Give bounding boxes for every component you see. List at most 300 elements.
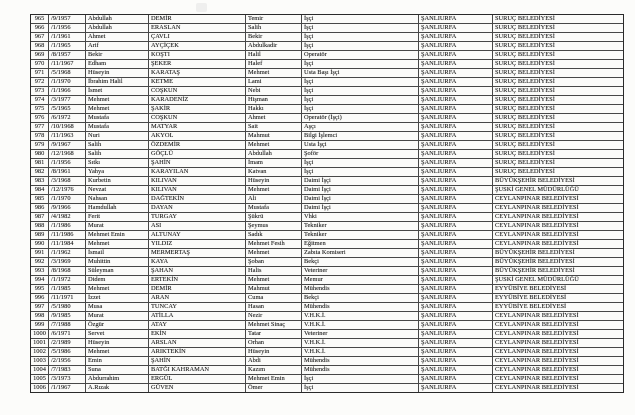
cell-organization: BÜYÜKŞEHİR BELEDİYESİ [495, 267, 575, 274]
cell-father-name: Nezir [246, 312, 302, 320]
cell-title: İşçi [302, 42, 419, 50]
cell-no: 1000 [31, 330, 49, 338]
cell-surname: ÖZDEMİR [149, 141, 246, 149]
cell-father-name: Hüseyin [246, 177, 302, 185]
cell-no: 977 [31, 123, 49, 131]
cell-no: 966 [31, 24, 49, 32]
cell-province: ŞANLIURFA [419, 231, 493, 239]
cell-title: V.H.K.İ. [302, 348, 419, 356]
cell-surname: KILIVAN [149, 177, 246, 185]
cell-first-name: Arif [86, 42, 149, 50]
cell-surname: TURGAY [149, 213, 246, 221]
cell-organization: BÜYÜKŞEHİR BELEDİYESİ [495, 177, 575, 184]
cell-father-name: Mahmut [246, 285, 302, 293]
cell-province: ŞANLIURFA [419, 330, 493, 338]
cell-first-name: Mehmet [86, 240, 149, 248]
cell-title: İşçi [302, 33, 419, 41]
cell-province: ŞANLIURFA [419, 294, 493, 302]
cell-province: ŞANLIURFA [419, 78, 493, 86]
cell-birth-date: /1/1962 [49, 249, 86, 257]
cell-organization: SURUÇ BELEDİYESİ [495, 87, 555, 94]
cell-surname: KETME [149, 78, 246, 86]
cell-no: 987 [31, 213, 49, 221]
cell-father-name: Katvan [246, 168, 302, 176]
cell-province: ŞANLIURFA [419, 132, 493, 140]
cell-surname: ŞAKİR [149, 105, 246, 113]
cell-no: 999 [31, 321, 49, 329]
cell-organization: CEYLANPINAR BELEDİYESİ [495, 222, 579, 229]
cell-birth-date: /12/1968 [49, 150, 86, 158]
cell-father-name: Ömer [246, 384, 302, 392]
cell-province: ŞANLIURFA [419, 33, 493, 41]
cell-province: ŞANLIURFA [419, 141, 493, 149]
cell-no: 972 [31, 78, 49, 86]
cell-father-name: Hişman [246, 96, 302, 104]
cell-first-name: Muhittin [86, 258, 149, 266]
cell-first-name: Mehmet Emin [86, 231, 149, 239]
cell-surname: GÖÇLÜ [149, 150, 246, 158]
cell-first-name: Nuri [86, 132, 149, 140]
cell-province: ŞANLIURFA [419, 384, 493, 392]
cell-organization: BÜYÜKŞEHİR BELEDİYESİ [495, 249, 575, 256]
cell-first-name: Abdullah [86, 15, 149, 23]
cell-father-name: Mahmut [246, 132, 302, 140]
cell-surname: ALTUNAY [149, 231, 246, 239]
cell-province: ŞANLIURFA [419, 150, 493, 158]
cell-first-name: Murat [86, 222, 149, 230]
cell-organization: SURUÇ BELEDİYESİ [495, 123, 555, 130]
cell-birth-date: /10/1968 [49, 123, 86, 131]
cell-first-name: Hamdullah [86, 204, 149, 212]
cell-no: 994 [31, 276, 49, 284]
cell-organization: SURUÇ BELEDİYESİ [495, 105, 555, 112]
cell-organization: SURUÇ BELEDİYESİ [495, 168, 555, 175]
cell-first-name: Süleyman [86, 267, 149, 275]
cell-no: 975 [31, 105, 49, 113]
table-row [31, 150, 623, 159]
cell-first-name: İsmet [86, 87, 149, 95]
cell-no: 992 [31, 258, 49, 266]
cell-birth-date: /8/1957 [49, 51, 86, 59]
cell-father-name: Halis [246, 267, 302, 275]
cell-province: ŞANLIURFA [419, 240, 493, 248]
cell-province: ŞANLIURFA [419, 24, 493, 32]
cell-no: 988 [31, 222, 49, 230]
cell-surname: EKİN [149, 330, 246, 338]
cell-organization: CEYLANPINAR BELEDİYESİ [495, 375, 579, 382]
cell-organization: SURUÇ BELEDİYESİ [495, 114, 555, 121]
cell-organization: CEYLANPINAR BELEDİYESİ [495, 195, 579, 202]
cell-surname: ERASLAN [149, 24, 246, 32]
cell-no: 974 [31, 96, 49, 104]
cell-no: 998 [31, 312, 49, 320]
cell-birth-date: /1/1972 [49, 276, 86, 284]
cell-birth-date: /6/1972 [49, 114, 86, 122]
cell-title: Daimi İşçi [302, 204, 419, 212]
cell-father-name: Mehmet [246, 249, 302, 257]
cell-title: Operatör [302, 51, 419, 59]
cell-no: 997 [31, 303, 49, 311]
cell-father-name: Hasan [246, 303, 302, 311]
cell-birth-date: /5/1986 [49, 348, 86, 356]
cell-birth-date: /11/1984 [49, 240, 86, 248]
cell-title: Tekniker [302, 231, 419, 239]
cell-surname: KARAYILAN [149, 168, 246, 176]
cell-no: 984 [31, 186, 49, 194]
cell-no: 989 [31, 231, 49, 239]
cell-birth-date: /5/1965 [49, 105, 86, 113]
table-row [31, 312, 623, 321]
cell-province: ŞANLIURFA [419, 168, 493, 176]
cell-title: İşçi [302, 15, 419, 23]
cell-organization: SURUÇ BELEDİYESİ [495, 51, 555, 58]
table-row [31, 60, 623, 69]
cell-birth-date: /2/1989 [49, 339, 86, 347]
table-row [31, 51, 623, 60]
cell-first-name: Mehmet [86, 105, 149, 113]
cell-title: Bekçi [302, 258, 419, 266]
cell-surname: AYÇİÇEK [149, 42, 246, 50]
cell-province: ŞANLIURFA [419, 267, 493, 275]
table-row [31, 330, 623, 339]
cell-province: ŞANLIURFA [419, 87, 493, 95]
table-row [31, 384, 623, 392]
cell-no: 978 [31, 132, 49, 140]
cell-title: Mühendis [302, 303, 419, 311]
table-row [31, 114, 623, 123]
cell-title: İşçi [302, 78, 419, 86]
cell-title: Aşçı [302, 123, 419, 131]
cell-no: 1005 [31, 375, 49, 383]
cell-father-name: Halil [246, 51, 302, 59]
cell-title: Usta İşçi [302, 141, 419, 149]
cell-father-name: Ahmet [246, 114, 302, 122]
cell-first-name: İsmail [86, 249, 149, 257]
cell-no: 965 [31, 15, 49, 23]
table-row [31, 42, 623, 51]
cell-surname: KARADENİZ [149, 96, 246, 104]
cell-title: Bilgi İşlemci [302, 132, 419, 140]
table-row [31, 96, 623, 105]
cell-first-name: Yahya [86, 168, 149, 176]
cell-father-name: Tatar [246, 330, 302, 338]
cell-province: ŞANLIURFA [419, 177, 493, 185]
cell-father-name: Bekir [246, 33, 302, 41]
cell-first-name: Özgür [86, 321, 149, 329]
cell-surname: ERGÜL [149, 375, 246, 383]
cell-first-name: Mehmet [86, 348, 149, 356]
cell-surname: ARAN [149, 294, 246, 302]
cell-first-name: Sıtkı [86, 159, 149, 167]
cell-no: 983 [31, 177, 49, 185]
cell-birth-date: /7/1983 [49, 366, 86, 374]
cell-province: ŞANLIURFA [419, 105, 493, 113]
cell-title: Zabıta Komiseri [302, 249, 419, 257]
cell-title: Şoför [302, 150, 419, 158]
scan-smudge-artifact [196, 3, 207, 12]
cell-organization: SURUÇ BELEDİYESİ [495, 15, 555, 22]
table-row [31, 87, 623, 96]
cell-organization: SURUÇ BELEDİYESİ [495, 150, 555, 157]
cell-father-name: Mehmet Sinaç [246, 321, 302, 329]
cell-first-name: Mehmet [86, 285, 149, 293]
cell-organization: ŞUSKİ GENEL MÜDÜRLÜĞÜ [495, 186, 579, 193]
cell-birth-date: /5/1980 [49, 303, 86, 311]
cell-title: Bekçi [302, 294, 419, 302]
cell-organization: EYYÜBİYE BELEDİYESİ [495, 294, 567, 301]
cell-organization: SURUÇ BELEDİYESİ [495, 24, 555, 31]
cell-father-name: Abdi [246, 357, 302, 365]
cell-first-name: Emin [86, 357, 149, 365]
cell-title: İşçi [302, 87, 419, 95]
cell-surname: AKYOL [149, 132, 246, 140]
cell-organization: SURUÇ BELEDİYESİ [495, 141, 555, 148]
table-row [31, 105, 623, 114]
cell-organization: BÜYÜKŞEHİR BELEDİYESİ [495, 258, 575, 265]
cell-organization: ŞUSKİ GENEL MÜDÜRLÜĞÜ [495, 276, 579, 283]
cell-birth-date: /1/1956 [49, 159, 86, 167]
cell-first-name: Bekir [86, 51, 149, 59]
cell-father-name: Temir [246, 15, 302, 23]
cell-title: Vhki [302, 213, 419, 221]
cell-father-name: Sadık [246, 231, 302, 239]
cell-birth-date: /1/1986 [49, 222, 86, 230]
cell-first-name: Mustafa [86, 123, 149, 131]
cell-title: Mühendis [302, 366, 419, 374]
cell-province: ŞANLIURFA [419, 96, 493, 104]
cell-no: 1001 [31, 339, 49, 347]
table-row [31, 321, 623, 330]
cell-surname: YILDIZ [149, 240, 246, 248]
cell-first-name: İzzet [86, 294, 149, 302]
cell-first-name: Servet [86, 330, 149, 338]
cell-organization: EYYÜBİYE BELEDİYESİ [495, 303, 567, 310]
table-row [31, 294, 623, 303]
cell-father-name: Şeymus [246, 222, 302, 230]
cell-organization: CEYLANPINAR BELEDİYESİ [495, 213, 579, 220]
cell-province: ŞANLIURFA [419, 366, 493, 374]
cell-birth-date: /1/1970 [49, 78, 86, 86]
cell-no: 993 [31, 267, 49, 275]
cell-surname: ASI [149, 222, 246, 230]
table-row [31, 132, 623, 141]
cell-birth-date: /11/1971 [49, 294, 86, 302]
cell-title: İşçi [302, 60, 419, 68]
cell-title: Memur [302, 276, 419, 284]
cell-province: ŞANLIURFA [419, 69, 493, 77]
cell-birth-date: /3/1977 [49, 96, 86, 104]
cell-title: Mühendis [302, 285, 419, 293]
cell-father-name: Ali [246, 195, 302, 203]
cell-province: ŞANLIURFA [419, 249, 493, 257]
cell-father-name: Mehmet [246, 276, 302, 284]
cell-first-name: Didem [86, 276, 149, 284]
table-row [31, 240, 623, 249]
table-row [31, 375, 623, 384]
cell-first-name: Salih [86, 150, 149, 158]
cell-province: ŞANLIURFA [419, 258, 493, 266]
cell-surname: ARSLAN [149, 339, 246, 347]
cell-no: 1003 [31, 357, 49, 365]
cell-title: İşçi [302, 105, 419, 113]
cell-father-name: Halef [246, 60, 302, 68]
cell-title: V.H.K.İ. [302, 312, 419, 320]
cell-no: 968 [31, 42, 49, 50]
cell-surname: KAYA [149, 258, 246, 266]
cell-organization: CEYLANPINAR BELEDİYESİ [495, 321, 579, 328]
table-row [31, 24, 623, 33]
cell-surname: MATYAR [149, 123, 246, 131]
cell-title: İşçi [302, 24, 419, 32]
cell-first-name: A.Rızak [86, 384, 149, 392]
cell-title: Tekniker [302, 222, 419, 230]
cell-father-name: Salih [246, 24, 302, 32]
cell-surname: ATİLLA [149, 312, 246, 320]
cell-no: 996 [31, 294, 49, 302]
cell-birth-date: /7/1988 [49, 321, 86, 329]
cell-father-name: Orhan [246, 339, 302, 347]
cell-birth-date: /1/1956 [49, 24, 86, 32]
cell-birth-date: /2/1956 [49, 357, 86, 365]
table-row [31, 258, 623, 267]
cell-no: 971 [31, 69, 49, 77]
cell-birth-date: /1/1967 [49, 384, 86, 392]
cell-province: ŞANLIURFA [419, 51, 493, 59]
cell-father-name: Kazım [246, 366, 302, 374]
cell-first-name: Abdurrahim [86, 375, 149, 383]
cell-no: 1002 [31, 348, 49, 356]
cell-birth-date: /9/1966 [49, 204, 86, 212]
cell-first-name: Hüseyin [86, 69, 149, 77]
cell-title: Veteriner [302, 267, 419, 275]
cell-no: 1004 [31, 366, 49, 374]
cell-province: ŞANLIURFA [419, 348, 493, 356]
cell-birth-date: /9/1985 [49, 312, 86, 320]
cell-first-name: Mustafa [86, 114, 149, 122]
cell-birth-date: /8/1961 [49, 168, 86, 176]
personnel-table [30, 14, 624, 393]
cell-organization: SURUÇ BELEDİYESİ [495, 33, 555, 40]
cell-province: ŞANLIURFA [419, 339, 493, 347]
cell-organization: CEYLANPINAR BELEDİYESİ [495, 366, 579, 373]
cell-surname: ŞAHİN [149, 159, 246, 167]
cell-title: İşçi [302, 168, 419, 176]
cell-organization: SURUÇ BELEDİYESİ [495, 96, 555, 103]
cell-first-name: Abdullah [86, 24, 149, 32]
cell-no: 973 [31, 87, 49, 95]
cell-organization: CEYLANPINAR BELEDİYESİ [495, 240, 579, 247]
cell-title: İşçi [302, 384, 419, 392]
cell-father-name: Mehmet [246, 186, 302, 194]
cell-surname: DEMİR [149, 285, 246, 293]
cell-province: ŞANLIURFA [419, 204, 493, 212]
cell-province: ŞANLIURFA [419, 303, 493, 311]
cell-no: 979 [31, 141, 49, 149]
cell-father-name: Mehmet Emin [246, 375, 302, 383]
cell-father-name: Mustafa [246, 204, 302, 212]
cell-province: ŞANLIURFA [419, 159, 493, 167]
table-row [31, 168, 623, 177]
cell-father-name: Cuma [246, 294, 302, 302]
cell-province: ŞANLIURFA [419, 222, 493, 230]
cell-province: ŞANLIURFA [419, 285, 493, 293]
cell-birth-date: /3/1969 [49, 258, 86, 266]
cell-father-name: Şükrü [246, 213, 302, 221]
cell-first-name: İbrahim Halil [86, 78, 149, 86]
cell-province: ŞANLIURFA [419, 276, 493, 284]
cell-father-name: Nebi [246, 87, 302, 95]
cell-organization: SURUÇ BELEDİYESİ [495, 159, 555, 166]
cell-first-name: Kurbetin [86, 177, 149, 185]
cell-organization: SURUÇ BELEDİYESİ [495, 132, 555, 139]
cell-organization: CEYLANPINAR BELEDİYESİ [495, 384, 579, 391]
cell-no: 970 [31, 60, 49, 68]
cell-birth-date: /5/1968 [49, 69, 86, 77]
table-row [31, 204, 623, 213]
table-row [31, 195, 623, 204]
cell-birth-date: /1/1966 [49, 87, 86, 95]
cell-province: ŞANLIURFA [419, 357, 493, 365]
cell-title: Veteriner [302, 330, 419, 338]
cell-first-name: Musa [86, 303, 149, 311]
cell-title: İşçi [302, 375, 419, 383]
cell-surname: GÜVEN [149, 384, 246, 392]
cell-first-name: Mehmet [86, 96, 149, 104]
table-row [31, 186, 623, 195]
cell-organization: CEYLANPINAR BELEDİYESİ [495, 231, 579, 238]
cell-no: 986 [31, 204, 49, 212]
cell-organization: CEYLANPINAR BELEDİYESİ [495, 204, 579, 211]
cell-no: 969 [31, 51, 49, 59]
cell-father-name: Lami [246, 78, 302, 86]
cell-surname: MERMERTAŞ [149, 249, 246, 257]
table-row [31, 231, 623, 240]
cell-no: 981 [31, 159, 49, 167]
table-row [31, 123, 623, 132]
cell-birth-date: /3/1968 [49, 177, 86, 185]
cell-province: ŞANLIURFA [419, 60, 493, 68]
cell-surname: DAĞTEKİN [149, 195, 246, 203]
cell-father-name: Mehmet [246, 69, 302, 77]
cell-father-name: Sait [246, 123, 302, 131]
table-row [31, 339, 623, 348]
cell-no: 985 [31, 195, 49, 203]
cell-organization: SURUÇ BELEDİYESİ [495, 42, 555, 49]
cell-surname: ÇAVLI [149, 33, 246, 41]
cell-birth-date: /1/1965 [49, 42, 86, 50]
cell-organization: SURUÇ BELEDİYESİ [495, 60, 555, 67]
cell-province: ŞANLIURFA [419, 15, 493, 23]
table-row [31, 366, 623, 375]
cell-father-name: Abdullah [246, 150, 302, 158]
cell-province: ŞANLIURFA [419, 375, 493, 383]
cell-first-name: Nahsan [86, 195, 149, 203]
cell-province: ŞANLIURFA [419, 195, 493, 203]
table-row [31, 177, 623, 186]
cell-birth-date: /1/1961 [49, 33, 86, 41]
cell-surname: KOŞTI [149, 51, 246, 59]
cell-father-name: Hakkı [246, 105, 302, 113]
cell-father-name: Mehmet Fesih [246, 240, 302, 248]
table-row [31, 69, 623, 78]
cell-province: ŞANLIURFA [419, 213, 493, 221]
cell-organization: CEYLANPINAR BELEDİYESİ [495, 312, 579, 319]
cell-title: V.H.K.İ. [302, 339, 419, 347]
cell-surname: COŞKUN [149, 114, 246, 122]
cell-first-name: Hüseyin [86, 339, 149, 347]
cell-surname: ŞAHİN [149, 357, 246, 365]
cell-birth-date: /11/1963 [49, 132, 86, 140]
